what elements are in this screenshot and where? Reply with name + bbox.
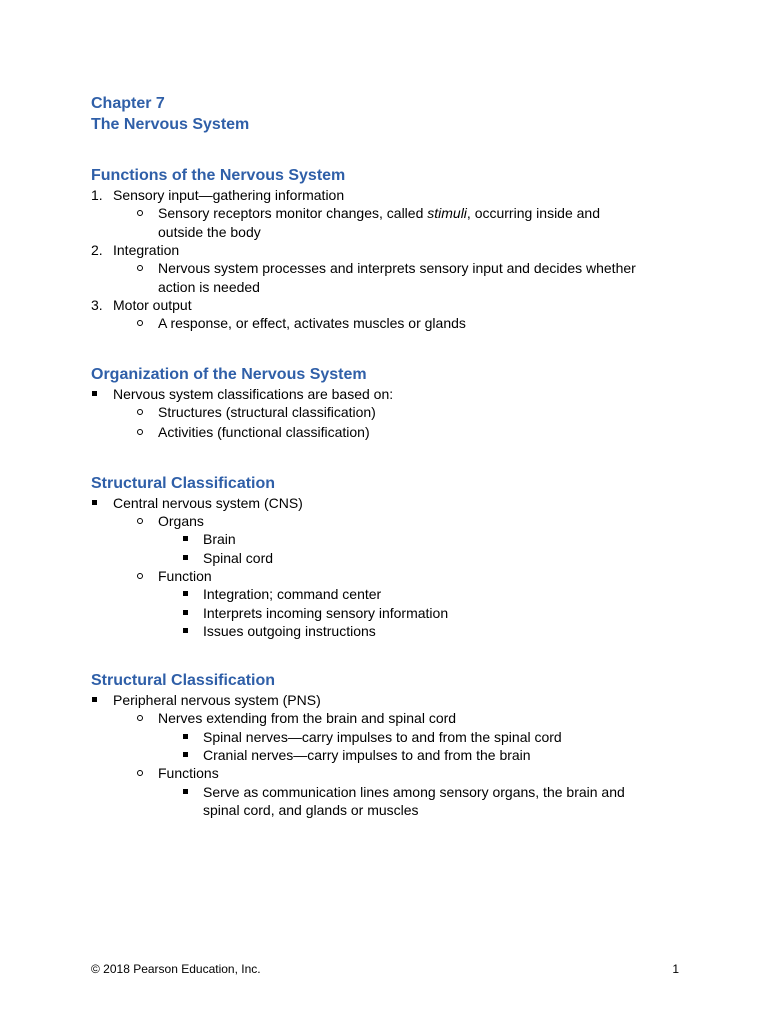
list-subsubitem-continuation: spinal cord, and glands or muscles bbox=[203, 802, 419, 818]
square-bullet-icon bbox=[183, 734, 188, 739]
square-bullet-icon bbox=[92, 697, 97, 702]
square-bullet-icon bbox=[183, 555, 188, 560]
list-subsubitem-spinal-nerves: Spinal nerves—carry impulses to and from the spinal cord bbox=[203, 729, 562, 745]
list-subitem-sensory-receptors bbox=[158, 204, 600, 222]
circle-bullet-icon bbox=[137, 573, 143, 579]
text-span: , occurring inside and bbox=[466, 205, 600, 221]
circle-bullet-icon bbox=[137, 265, 143, 271]
list-subitem-organs: Organs bbox=[158, 513, 204, 529]
list-item-motor-output: Motor output bbox=[113, 297, 192, 313]
section-heading-structural-pns: Structural Classification bbox=[91, 672, 276, 689]
chapter-header bbox=[91, 93, 249, 135]
list-subitem-structures: Structures (structural classification) bbox=[158, 404, 376, 420]
circle-bullet-icon bbox=[137, 429, 143, 435]
list-subitem-nerves: Nerves extending from the brain and spinal cord bbox=[158, 710, 457, 726]
circle-bullet-icon bbox=[137, 409, 143, 415]
square-bullet-icon bbox=[183, 628, 188, 633]
list-subsubitem-cranial-nerves: Cranial nerves—carry impulses to and from the brain bbox=[203, 747, 531, 763]
list-subitem-response: A response, or effect, activates muscles or glands bbox=[158, 315, 466, 331]
chapter-title: The Nervous System bbox=[91, 116, 250, 133]
square-bullet-icon bbox=[92, 391, 97, 396]
list-subsubitem-brain: Brain bbox=[203, 531, 236, 547]
circle-bullet-icon bbox=[137, 518, 143, 524]
square-bullet-icon bbox=[92, 500, 97, 505]
list-subsubitem-spinal-cord: Spinal cord bbox=[203, 550, 274, 566]
section-heading-functions: Functions of the Nervous System bbox=[91, 167, 346, 184]
footer-page-number: 1 bbox=[672, 962, 679, 976]
list-number-2: 2. bbox=[91, 242, 103, 258]
list-item-sensory-input: Sensory input—gathering information bbox=[113, 187, 345, 203]
square-bullet-icon bbox=[183, 536, 188, 541]
list-subitem-activities: Activities (functional classification) bbox=[158, 424, 370, 440]
list-item-classifications: Nervous system classifications are based on: bbox=[113, 386, 394, 402]
text-span: Sensory receptors monitor changes, called bbox=[158, 205, 428, 221]
italic-term-stimuli: stimuli bbox=[427, 205, 467, 221]
square-bullet-icon bbox=[183, 752, 188, 757]
chapter-number: Chapter 7 bbox=[91, 95, 165, 112]
list-subsubitem-issues: Issues outgoing instructions bbox=[203, 623, 376, 639]
square-bullet-icon bbox=[183, 610, 188, 615]
list-subsubitem-interprets: Interprets incoming sensory information bbox=[203, 605, 449, 621]
list-item-pns: Peripheral nervous system (PNS) bbox=[113, 692, 321, 708]
list-subitem-function: Function bbox=[158, 568, 212, 584]
circle-bullet-icon bbox=[137, 320, 143, 326]
section-heading-organization: Organization of the Nervous System bbox=[91, 366, 367, 383]
list-number-3: 3. bbox=[91, 297, 103, 313]
list-subsubitem-communication: Serve as communication lines among sensory organs, the brain and bbox=[203, 784, 625, 800]
circle-bullet-icon bbox=[137, 770, 143, 776]
square-bullet-icon bbox=[183, 789, 188, 794]
section-heading-structural-cns: Structural Classification bbox=[91, 475, 276, 492]
list-subitem-continuation: outside the body bbox=[158, 224, 261, 240]
square-bullet-icon bbox=[183, 591, 188, 596]
list-subitem-continuation: action is needed bbox=[158, 279, 260, 295]
circle-bullet-icon bbox=[137, 210, 143, 216]
list-item-cns: Central nervous system (CNS) bbox=[113, 495, 303, 511]
list-number-1: 1. bbox=[91, 187, 103, 203]
circle-bullet-icon bbox=[137, 715, 143, 721]
list-subitem-integration-detail: Nervous system processes and interprets sensory input and decides whether bbox=[158, 260, 636, 276]
list-subitem-functions: Functions bbox=[158, 765, 219, 781]
list-subsubitem-integration: Integration; command center bbox=[203, 586, 382, 602]
footer-copyright: © 2018 Pearson Education, Inc. bbox=[91, 962, 261, 976]
list-item-integration: Integration bbox=[113, 242, 180, 258]
